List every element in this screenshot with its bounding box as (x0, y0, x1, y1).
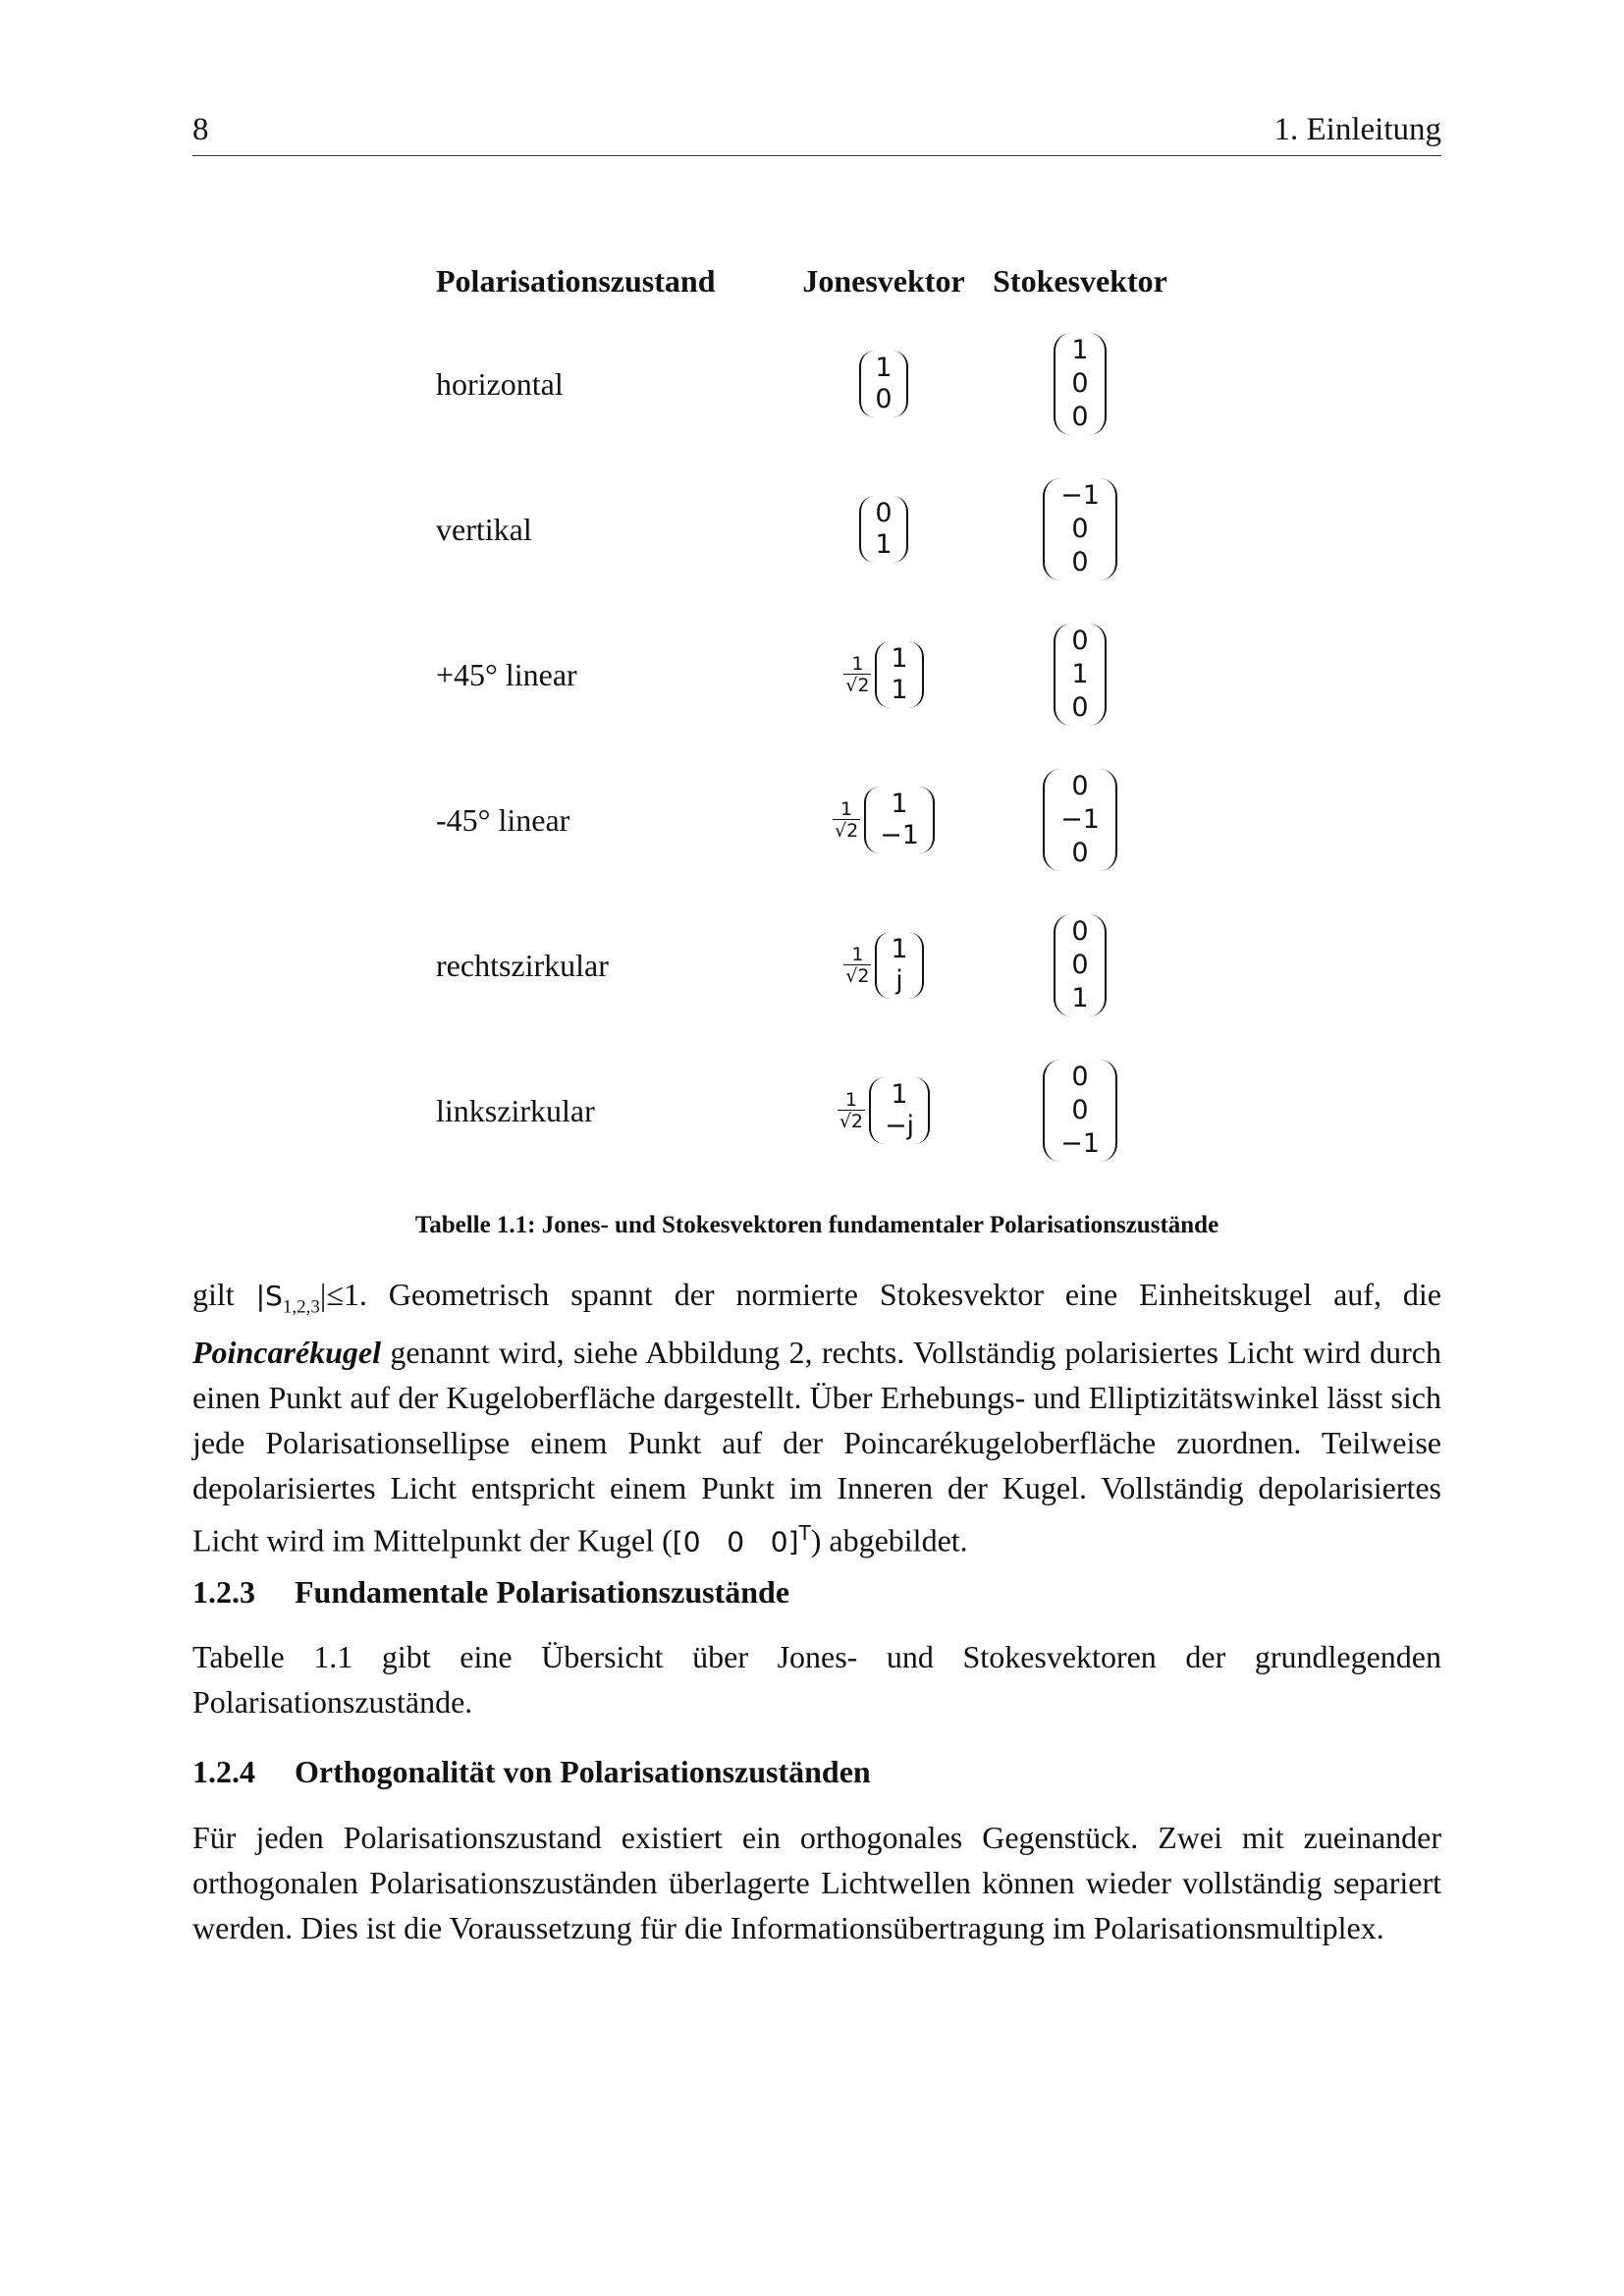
table-caption: Tabelle 1.1: Jones- und Stokesvektoren fundamentaler Polarisationszustände (414, 1212, 1219, 1238)
table-row (418, 1038, 1168, 1183)
state-name: +45° linear (436, 656, 577, 692)
page-number: 8 (192, 112, 209, 147)
stokes-vector: 0 0 −1 (1043, 1060, 1117, 1162)
state-name: vertikal (436, 511, 532, 547)
table-header-row (418, 250, 1168, 311)
state-name: -45° linear (436, 801, 570, 838)
stokes-vector: 0 0 1 (1054, 914, 1106, 1016)
jones-vector: $\frac{1}{√2}$ 1 −1 (833, 787, 935, 853)
table-row (418, 602, 1168, 747)
state-name: linkszirkular (436, 1092, 595, 1128)
prefactor-fraction: $\frac{1}{√2}$ (845, 652, 870, 696)
table-row (418, 457, 1168, 602)
table-row (418, 893, 1168, 1038)
section-heading-1-2-3: 1.2.3 Fundamentale Polarisationszustände (192, 1574, 790, 1610)
polarization-table (418, 250, 1168, 1183)
jones-vector: $\frac{1}{√2}$ 1 1 (843, 641, 923, 708)
chapter-title: 1. Einleitung (1273, 112, 1441, 147)
paragraph-poincare: gilt $|S_{1,2,3}|\le 1$. Geometrisch spannt der normierte Stokesvektor eine Einheitskugel auf, die Poincarékugel genannt wird, siehe Abbildung 2, rechts. Vollständig polarisiertes Licht wird durch einen Punkt auf der Kugeloberfläche dargestellt. Über Erhebungs- und Elliptizitätswinkel lässt sich jede Polarisationsellipse einem Punkt auf der Poincarékugeloberfläche zuordnen. Teilweise depolarisiertes Licht entspricht einem Punkt im Inneren der Kugel. Vollständig depolarisiertes Licht wird im Mittelpunkt der Kugel ([0 0 0]$^T$) abgebildet. (192, 1277, 1441, 1559)
section-heading-1-2-4: 1.2.4 Orthogonalität von Polarisationszuständen (192, 1754, 871, 1789)
jones-vector: $\frac{1}{√2}$ 1 j (843, 932, 923, 999)
emphasis-poincarekugel: Poincarékugel (192, 1335, 381, 1371)
prefactor-fraction: $\frac{1}{√2}$ (845, 943, 870, 987)
stokes-vector: 1 0 0 (1054, 333, 1106, 435)
header-stokes: Stokesvektor (993, 262, 1167, 299)
paragraph-table-overview: Tabelle 1.1 gibt eine Übersicht über Jones- und Stokesvektoren der grundlegenden Polarisationszustände. (192, 1639, 1441, 1720)
stokes-vector: 0 −1 0 (1043, 769, 1117, 871)
jones-vector: 0 1 (859, 496, 907, 563)
prefactor-fraction: $\frac{1}{√2}$ (839, 1088, 864, 1132)
header-state: Polarisationszustand (436, 262, 716, 299)
table-row (418, 311, 1168, 457)
jones-vector: 1 0 (859, 351, 907, 417)
paragraph-orthogonality: Für jeden Polarisationszustand existiert ein orthogonales Gegenstück. Zwei mit zueinander orthogonalen Polarisationszuständen überlagerte Lichtwellen können wieder vollständig separiert werden. Dies ist die Voraussetzung für die Informationsübertragung im Polarisationsmultiplex. (192, 1820, 1441, 1945)
jones-vector: $\frac{1}{√2}$ 1 −j (838, 1077, 930, 1144)
stokes-vector: 0 1 0 (1054, 624, 1106, 726)
table-row (418, 747, 1168, 893)
state-name: rechtszirkular (436, 947, 609, 983)
state-name: horizontal (436, 365, 564, 402)
page-header (192, 112, 1441, 156)
stokes-vector: −1 0 0 (1043, 478, 1117, 580)
prefactor-fraction: $\frac{1}{√2}$ (834, 797, 859, 842)
header-jones: Jonesvektor (802, 262, 965, 299)
